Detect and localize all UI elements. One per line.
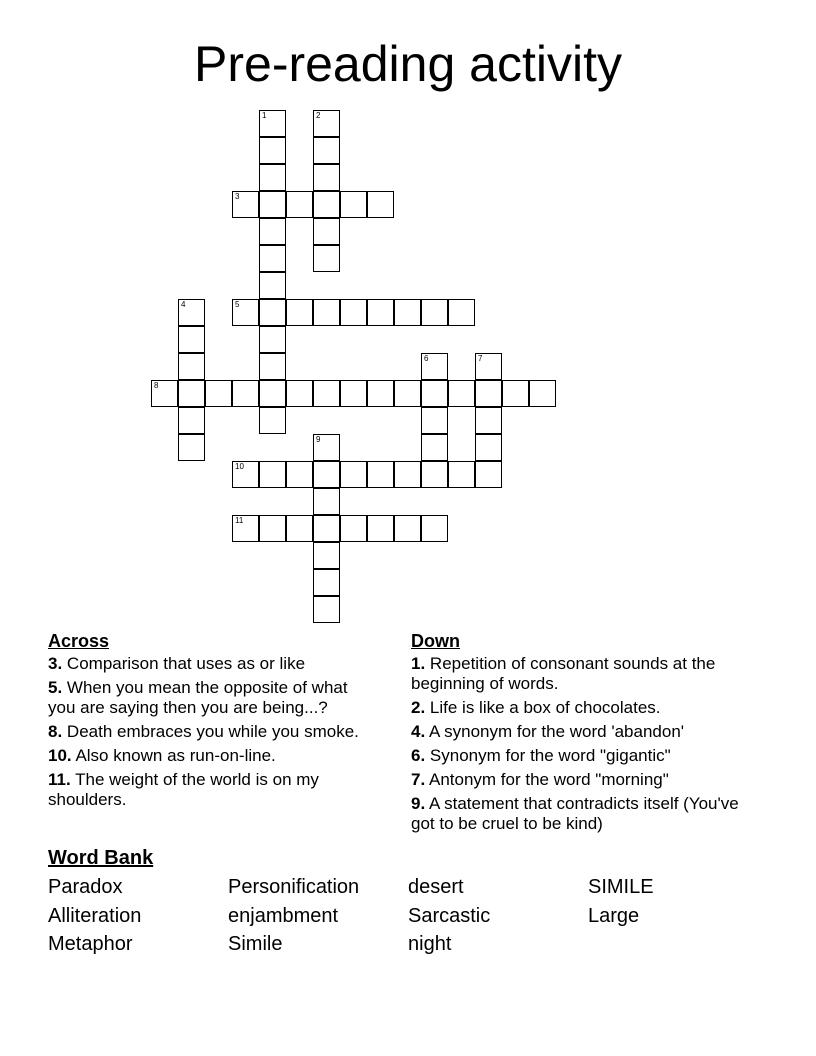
clue-text: A synonym for the word 'abandon' [428,722,685,741]
cell-number: 6 [424,354,429,363]
crossword-cell[interactable] [259,326,286,353]
down-clue-6 [411,746,751,766]
down-heading: Down [411,631,460,651]
crossword-cell[interactable] [502,380,529,407]
crossword-cell[interactable] [367,299,394,326]
crossword-cell[interactable] [340,380,367,407]
crossword-cell[interactable] [367,380,394,407]
cell-number: 10 [235,462,244,471]
clue-number: 2. [411,698,426,717]
crossword-cell[interactable] [475,407,502,434]
crossword-cell[interactable] [232,299,259,326]
crossword-cell[interactable] [259,191,286,218]
crossword-cell[interactable] [367,191,394,218]
crossword-cell[interactable] [313,164,340,191]
crossword-cell[interactable] [340,515,367,542]
clue-number: 10. [48,746,72,765]
crossword-cell[interactable] [421,407,448,434]
clue-text: Antonym for the word "morning" [428,770,669,789]
crossword-cell[interactable] [340,299,367,326]
word-bank-item: enjambment [228,904,339,927]
clue-number: 7. [411,770,426,789]
crossword-cell[interactable] [259,137,286,164]
crossword-cell[interactable] [313,299,340,326]
clue-text: A statement that contradicts itself (You've got to be cruel to be kind) [411,794,739,833]
down-clues [411,630,751,838]
clue-text: Death embraces you while you smoke. [66,722,359,741]
clue-text: When you mean the opposite of what you are saying then you are being...? [48,678,348,717]
crossword-cell[interactable] [313,245,340,272]
word-bank-item: Alliteration [48,904,142,927]
crossword-cell[interactable] [232,380,259,407]
crossword-cell[interactable] [448,461,475,488]
word-bank-item: Paradox [48,876,123,898]
crossword-cell[interactable] [394,461,421,488]
clue-text: Comparison that uses as or like [66,654,306,673]
crossword-cell[interactable] [178,353,205,380]
crossword-cell[interactable] [421,515,448,542]
crossword-cell[interactable] [286,461,313,488]
crossword-cell[interactable] [340,461,367,488]
word-bank-item: night [408,933,452,955]
crossword-cell[interactable] [448,299,475,326]
crossword-cell[interactable] [340,191,367,218]
crossword-cell[interactable] [259,407,286,434]
crossword-cell[interactable] [313,110,340,137]
crossword-cell[interactable] [151,380,178,407]
clue-number: 9. [411,794,426,813]
across-clue-11 [48,770,378,810]
clue-number: 8. [48,722,63,741]
clue-text: Repetition of consonant sounds at the beginning of words. [411,654,716,693]
cell-number: 7 [478,354,483,363]
down-clue-1 [411,654,751,694]
clue-text: The weight of the world is on my shoulders. [48,770,319,809]
crossword-cell[interactable] [259,380,286,407]
word-bank-item: Metaphor [48,933,133,955]
crossword-cell[interactable] [178,407,205,434]
cell-number: 2 [316,111,321,120]
crossword-cell[interactable] [313,137,340,164]
crossword-cell[interactable] [475,380,502,407]
clue-number: 1. [411,654,426,673]
crossword-cell[interactable] [313,488,340,515]
crossword-cell[interactable] [259,353,286,380]
clue-number: 6. [411,746,426,765]
down-clue-2 [411,698,751,718]
crossword-cell[interactable] [286,380,313,407]
across-clue-3 [48,654,378,674]
crossword-cell[interactable] [394,299,421,326]
clue-number: 4. [411,722,426,741]
crossword-cell[interactable] [259,218,286,245]
down-clue-9 [411,794,751,834]
page-title: Pre-reading activity [194,36,622,92]
crossword-cell[interactable] [178,299,205,326]
crossword-cell[interactable] [232,191,259,218]
crossword-cell[interactable] [313,569,340,596]
crossword-cell[interactable] [313,515,340,542]
cell-number: 9 [316,435,321,444]
crossword-cell[interactable] [313,191,340,218]
crossword-cell[interactable] [286,515,313,542]
crossword-cell[interactable] [232,461,259,488]
clue-text: Life is like a box of chocolates. [429,698,661,717]
across-clue-5 [48,678,378,718]
crossword-cell[interactable] [475,461,502,488]
crossword-cell[interactable] [421,380,448,407]
crossword-cell[interactable] [475,434,502,461]
crossword-cell[interactable] [394,380,421,407]
crossword-cell[interactable] [286,191,313,218]
clue-number: 11. [48,770,71,789]
word-bank-heading: Word Bank [48,847,154,869]
crossword-cell[interactable] [313,434,340,461]
crossword-cell[interactable] [367,461,394,488]
word-bank [48,873,768,959]
crossword-cell[interactable] [448,380,475,407]
crossword-cell[interactable] [313,380,340,407]
word-bank-item: Personification [228,876,360,898]
crossword-cell[interactable] [178,434,205,461]
word-bank-item: desert [408,876,464,898]
cell-number: 3 [235,192,240,201]
cell-number: 1 [262,111,267,120]
crossword-cell[interactable] [421,353,448,380]
crossword-cell[interactable] [367,515,394,542]
clue-number: 5. [48,678,63,697]
word-bank-item: Large [588,904,640,927]
crossword-cell[interactable] [259,272,286,299]
down-clue-7 [411,770,751,790]
crossword-cell[interactable] [421,434,448,461]
word-bank-item: Sarcastic [408,904,491,927]
crossword-cell[interactable] [313,461,340,488]
cell-number: 11 [235,516,244,525]
crossword-cell[interactable] [205,380,232,407]
cell-number: 4 [181,300,186,309]
across-clue-10 [48,746,378,766]
crossword-cell[interactable] [259,110,286,137]
crossword-cell[interactable] [232,515,259,542]
crossword-cell[interactable] [421,299,448,326]
crossword-cell[interactable] [259,245,286,272]
cell-number: 8 [154,381,159,390]
crossword-cell[interactable] [259,461,286,488]
crossword-cell[interactable] [178,380,205,407]
crossword-cell[interactable] [475,353,502,380]
across-heading: Across [48,631,110,651]
clue-text: Synonym for the word "gigantic" [429,746,671,765]
across-clue-8 [48,722,378,742]
crossword-cell[interactable] [259,164,286,191]
crossword-cell[interactable] [286,299,313,326]
clue-number: 3. [48,654,63,673]
across-clues [48,630,378,814]
crossword-cell[interactable] [259,515,286,542]
crossword-cell[interactable] [421,461,448,488]
crossword-cell[interactable] [394,515,421,542]
crossword-cell[interactable] [313,218,340,245]
crossword-cell[interactable] [313,542,340,569]
cell-number: 5 [235,300,240,309]
clue-text: Also known as run-on-line. [75,746,276,765]
word-bank-item: SIMILE [588,876,654,898]
crossword-cell[interactable] [259,299,286,326]
word-bank-item: Simile [228,933,283,955]
down-clue-4 [411,722,751,742]
crossword-cell[interactable] [313,596,340,623]
crossword-cell[interactable] [529,380,556,407]
crossword-cell[interactable] [178,326,205,353]
